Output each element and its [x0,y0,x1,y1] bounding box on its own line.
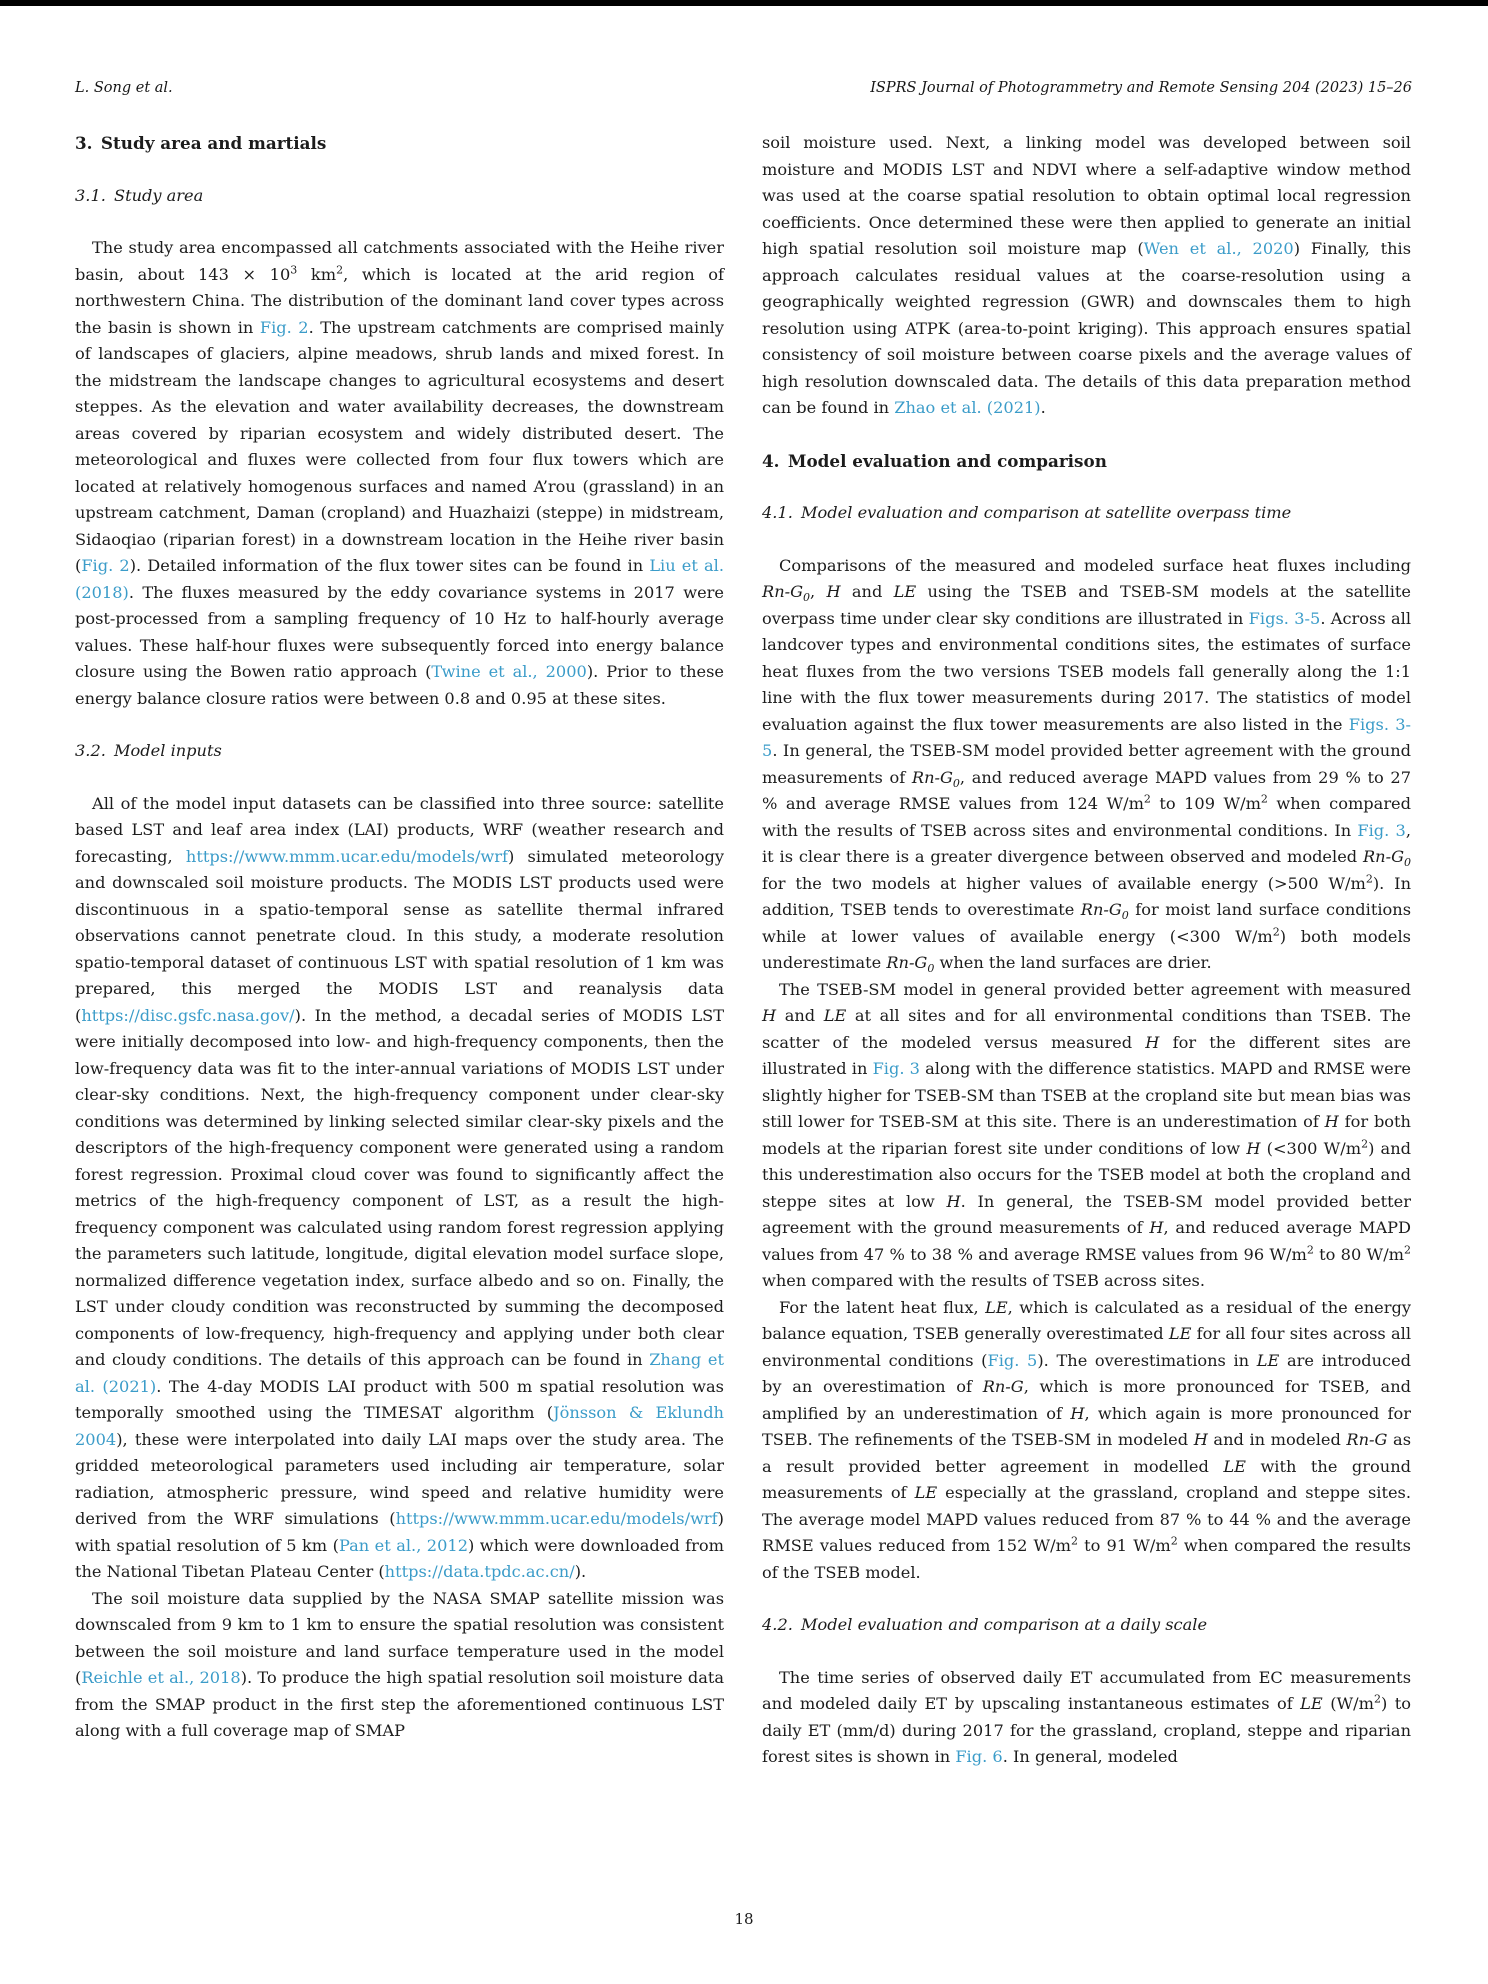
section-4-2-heading: 4.2. Model evaluation and comparison at a daily scale [762,1615,1208,1634]
section-4-1-heading: 4.1. Model evaluation and comparison at satellite overpass time [762,503,1292,522]
link-figs-3-5[interactable]: Figs. 3-5 [1248,608,1321,628]
link-pan-2012[interactable]: Pan et al., 2012 [338,1535,468,1555]
paragraph-study-area: The study area encompassed all catchments associated with the Heihe river basin, about $143 \times 10^3$ $km^2$, which is located at the arid region of northwestern China. The distribution of the dominant land cover types across the basin is shown in Fig. 2. The upstream catchments are comprised mainly of landscapes of glaciers, alpine meadows, shrub lands and mixed forest. In the midstream the landscape changes to agricultural ecosystems and desert steppes. As the elevation and water availability decreases, the downstream areas covered by riparian ecosystem and widely distributed desert. The meteorological and fluxes were collected from four flux towers which are located at relatively homogenous surfaces and named A’rou (grassland) in an upstream catchment, Daman (cropland) and Huazhaizi (steppe) in midstream, Sidaoqiao (riparian forest) in a downstream location in the Heihe river basin (Fig. 2). Detailed information of the flux tower sites can be found in Liu et al. (2018). The fluxes measured by the eddy covariance systems in 2017 were post-processed from a sampling frequency of 10 Hz to half-hourly average values. These half-hour fluxes were subsequently forced into energy balance closure using the Bowen ratio approach (Twine et al., 2000). Prior to these energy balance closure ratios were between 0.8 and 0.95 at these sites. [75,238,725,708]
link-fig-2b[interactable]: Fig. 2 [81,556,130,575]
section-3-2-heading: 3.2. Model inputs [75,741,222,760]
section-4-heading: 4. Model evaluation and comparison [762,450,1107,471]
link-figs-3-5b[interactable]: Figs. 3-5 [762,714,1411,760]
left-column [75,130,724,1771]
page-top-border [0,0,1488,6]
paragraph-daily-et: The time series of observed daily ET accumulated from EC measurements and modeled daily ET by upscaling instantaneous estimates of LE $(W/m^2)$ to daily ET (mm/d) during 2017 for the grassland, cropland, steppe and riparian forest sites is shown in Fig. 6. In general, modeled [762,1667,1411,1766]
paragraph-tseb-sm: The TSEB-SM model in general provided better agreement with measured H and LE at all sites and for all environmental conditions than TSEB. The scatter of the modeled versus measured H for the different sites are illustrated in Fig. 3 along with the difference statistics. MAPD and RMSE were slightly higher for TSEB-SM than TSEB at the cropland site but mean bias was still lower for TSEB-SM at this site. There is an underestimation of H for both models at the riparian forest site under conditions of low H (<300 $W/m^2$) and this underestimation also occurs for the TSEB model at both the cropland and steppe sites at low H. In general, the TSEB-SM model provided better agreement with the ground measurements of H, and reduced average MAPD values from 47 % to 38 % and average RMSE values from 96 $W/m^2$ to 80 $W/m^2$ when compared with the results of TSEB across sites. [762,979,1412,1290]
link-wen-2020[interactable]: Wen et al., 2020 [1143,239,1294,258]
running-head-authors: L. Song et al. [75,80,173,96]
paragraph-latent-heat: For the latent heat flux, LE, which is calculated as a residual of the energy balance equation, TSEB generally overestimated LE for all four sites across all environmental conditions (Fig. 5). The overestimations in LE are introduced by an overestimation of Rn-G, which is more pronounced for TSEB, and amplified by an underestimation of H, which again is more pronounced for TSEB. The refinements of the TSEB-SM in modeled H and in modeled Rn-G as a result provided better agreement in modelled LE with the ground measurements of LE especially at the grassland, cropland and steppe sites. The average model MAPD values reduced from 87 % to 44 % and the average RMSE values reduced from 152 $W/m^2$ to 91 $W/m^2$ when compared the results of the TSEB model. [762,1297,1412,1582]
link-jonsson-2004[interactable]: Jönsson & Eklundh 2004 [75,1403,724,1449]
page-header [75,80,1412,96]
link-wrf-url[interactable]: https://www.mmm.ucar.edu/models/wrf [185,846,509,866]
link-reichle-2018[interactable]: Reichle et al., 2018 [81,1668,241,1687]
link-fig-3[interactable]: Fig. 3 [1357,820,1406,840]
link-fig-3b[interactable]: Fig. 3 [872,1059,920,1078]
right-column [762,130,1411,1771]
page-number: 18 [734,1910,754,1928]
page-sheet [0,80,1488,1771]
link-twine-2000[interactable]: Twine et al., 2000 [431,662,587,681]
link-fig-2[interactable]: Fig. 2 [259,317,309,337]
paragraph-soil-moisture-continuation: soil moisture used. Next, a linking model was developed between soil moisture and MODIS LST and NDVI where a self-adaptive window method was used at the coarse spatial resolution to obtain optimal local regression coefficients. Once determined these were then applied to generate an initial high spatial resolution soil moisture map (Wen et al., 2020) Finally, this approach calculates residual values at the coarse-resolution using a geographically weighted regression (GWR) and downscales them to high resolution using ATPK (area-to-point kriging). This approach ensures spatial consistency of soil moisture between coarse pixels and the average values of high resolution downscaled data. The details of this data preparation method can be found in Zhao et al. (2021). [762,133,1412,417]
link-zhang-2021[interactable]: Zhang et al. (2021) [75,1350,724,1396]
paragraph-comparisons: Comparisons of the measured and modeled surface heat fluxes including $Rn-G_0$, H and LE using the TSEB and TSEB-SM models at the satellite overpass time under clear sky conditions are illustrated in Figs. 3-5. Across all landcover types and environmental conditions sites, the estimates of surface heat fluxes from the two versions TSEB models fall generally along the 1:1 line with the flux tower measurements during 2017. The statistics of model evaluation against the flux tower measurements are also listed in the Figs. 3-5. In general, the TSEB-SM model provided better agreement with the ground measurements of $Rn-G_0$, and reduced average MAPD values from 29 % to 27 % and average RMSE values from 124 $W/m^2$ to 109 $W/m^2$ when compared with the results of TSEB across sites and environmental conditions. In Fig. 3, it is clear there is a greater divergence between observed and modeled $Rn-G_0$ for the two models at higher values of available energy (>500 $W/m^2$). In addition, TSEB tends to overestimate $Rn-G_0$ for moist land surface conditions while at lower values of available energy (<300 $W/m^2$) both models underestimate $Rn-G_0$ when the land surfaces are drier. [762,555,1412,976]
two-column-body [75,130,1412,1771]
link-liu-2018[interactable]: Liu et al. (2018) [75,556,725,602]
link-fig-6[interactable]: Fig. 6 [955,1747,1003,1766]
link-fig-5[interactable]: Fig. 5 [987,1350,1038,1370]
link-zhao-2021[interactable]: Zhao et al. (2021) [894,398,1041,417]
link-tpdc-url[interactable]: https://data.tpdc.ac.cn/ [384,1562,575,1581]
running-head-journal: ISPRS Journal of Photogrammetry and Remote Sensing 204 (2023) 15–26 [870,80,1412,96]
paragraph-soil-moisture: The soil moisture data supplied by the NASA SMAP satellite mission was downscaled from 9 km to 1 km to ensure the spatial resolution was consistent between the soil moisture and land surface temperature used in the model (Reichle et al., 2018). To produce the high spatial resolution soil moisture data from the SMAP product in the first step the aforementioned continuous LST along with a full coverage map of SMAP [75,1588,725,1740]
link-wrf-url-2[interactable]: https://www.mmm.ucar.edu/models/wrf [395,1509,718,1528]
section-3-heading: 3. Study area and martials [75,133,327,153]
section-3-1-heading: 3.1. Study area [75,185,204,205]
link-gsfc-url[interactable]: https://disc.gsfc.nasa.gov/ [81,1005,295,1025]
paragraph-model-inputs: All of the model input datasets can be classified into three source: satellite based LST and leaf area index (LAI) products, WRF (weather research and forecasting, https://www.mmm.ucar.edu/models/wrf) simulated meteorology and downscaled soil moisture products. The MODIS LST products used were discontinuous in a spatio-temporal sense as satellite thermal infrared observations cannot penetrate cloud. In this study, a moderate resolution spatio-temporal dataset of continuous LST with spatial resolution of 1 km was prepared, this merged the MODIS LST and reanalysis data (https://disc.gsfc.nasa.gov/). In the method, a decadal series of MODIS LST were initially decomposed into low- and high-frequency components, then the low-frequency data was fit to the inter-annual variations of MODIS LST under clear-sky conditions. Next, the high-frequency component under clear-sky conditions was determined by linking selected similar clear-sky pixels and the descriptors of the high-frequency component were generated using a random forest regression. Proximal cloud cover was found to significantly affect the metrics of the high-frequency component of LST, as a result the high-frequency component was calculated using random forest regression applying the parameters such latitude, longitude, digital elevation model surface slope, normalized difference vegetation index, surface albedo and so on. Finally, the LST under cloudy condition was reconstructed by summing the decomposed components of low-frequency, high-frequency and applying under both clear and cloudy conditions. The details of this approach can be found in Zhang et al. (2021). The 4-day MODIS LAI product with 500 m spatial resolution was temporally smoothed using the TIMESAT algorithm (Jönsson & Eklundh 2004), these were interpolated into daily LAI maps over the study area. The gridded meteorological parameters used including air temperature, solar radiation, atmospheric pressure, wind speed and relative humidity were derived from the WRF simulations (https://www.mmm.ucar.edu/models/wrf) with spatial resolution of 5 km (Pan et al., 2012) which were downloaded from the National Tibetan Plateau Center (https://data.tpdc.ac.cn/). [75,793,724,1581]
